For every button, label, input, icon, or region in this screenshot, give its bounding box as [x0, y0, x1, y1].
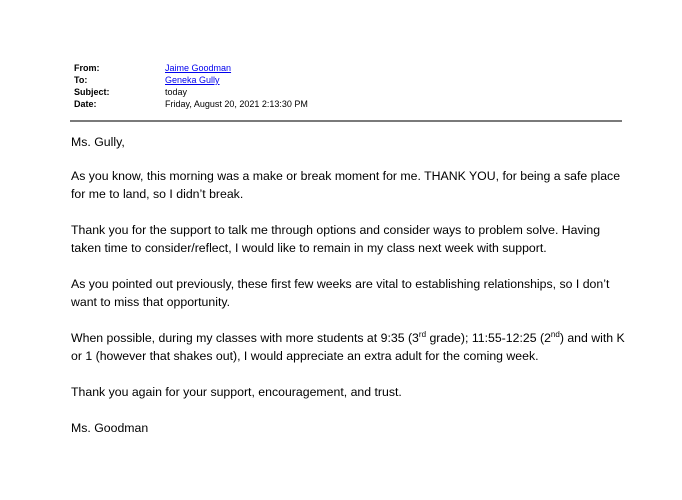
- paragraph-5: Thank you again for your support, encouragement, and trust.: [71, 385, 402, 399]
- date-row: [74, 98, 308, 110]
- email-body: [71, 133, 626, 437]
- paragraph-4-part-3: ) and with K or 1 (however that shakes out), I would appreciate an extra adult for the coming week.: [71, 331, 625, 363]
- paragraph-4-part-2: grade); 11:55-12:25 (2: [426, 331, 551, 345]
- from-link[interactable]: Jaime Goodman: [165, 63, 232, 73]
- paragraph-3: As you pointed out previously, these first few weeks are vital to establishing relationships, so I don’t want to miss that opportunity.: [71, 277, 610, 309]
- header-divider: [70, 120, 622, 122]
- to-label: To:: [74, 75, 88, 85]
- date-value: Friday, August 20, 2021 2:13:30 PM: [165, 99, 308, 109]
- superscript-nd: nd: [550, 329, 560, 339]
- paragraph-2: Thank you for the support to talk me through options and consider ways to problem solve. Having taken time to consider/reflect, I would like to remain in my class next week with support.: [71, 223, 601, 255]
- from-label: From:: [74, 63, 100, 73]
- from-row: [74, 62, 308, 74]
- email-header: [74, 62, 308, 110]
- subject-value: today: [165, 87, 188, 97]
- to-row: [74, 74, 308, 86]
- paragraph-1: As you know, this morning was a make or break moment for me. THANK YOU, for being a safe place for me to land, so I didn’t break.: [71, 169, 621, 201]
- subject-label: Subject:: [74, 87, 110, 97]
- to-link[interactable]: Geneka Gully: [165, 75, 220, 85]
- subject-row: [74, 86, 308, 98]
- superscript-rd: rd: [418, 329, 427, 339]
- signature: Ms. Goodman: [71, 421, 149, 435]
- date-label: Date:: [74, 99, 97, 109]
- paragraph-4-part-1: When possible, during my classes with more students at 9:35 (3: [71, 331, 419, 345]
- greeting: Ms. Gully,: [71, 135, 125, 149]
- paragraph-4: [71, 329, 626, 365]
